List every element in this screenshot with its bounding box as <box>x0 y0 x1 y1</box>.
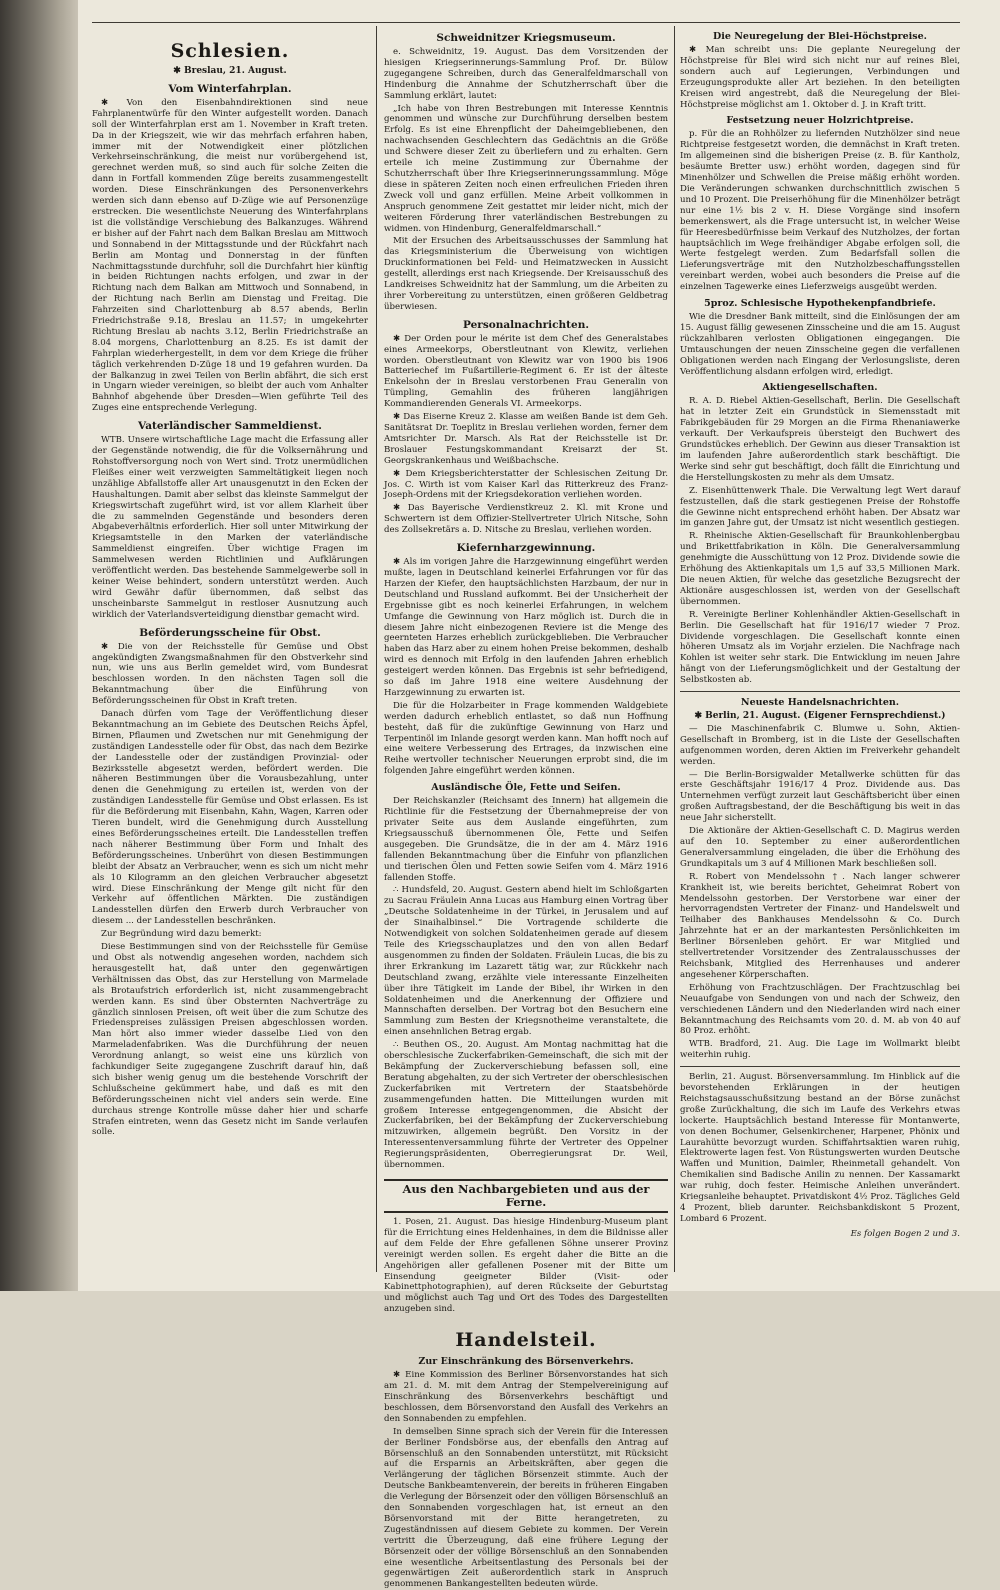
article-paragraph: WTB. Bradford, 21. Aug. Die Lage im Wollmarkt bleibt weiterhin ruhig. <box>680 1039 960 1061</box>
continuation-note: Es folgen Bogen 2 und 3. <box>850 1228 960 1239</box>
article-paragraph: 1. Posen, 21. August. Das hiesige Hindenburg-Museum plant für die Errichtung eines Heldenhaines, in dem die Bildnisse aller auf dem Felde der Ehre gefallenen Söhne unserer Provinz vereinigt werden sollen. Es ergeht daher die Bitte an die Angehörigen aller gefallenen Posener mit der Bitte um Einsendung geeigneter Bilder (Visit- oder Kabinettphotographien), auf deren Rückseite der Geburtstag und möglichst auch Tag und Ort des Todes des Dargestellten anzugeben sind. <box>384 1217 668 1315</box>
top-rule <box>92 22 960 23</box>
article-paragraph: ✱ Als im vorigen Jahre die Harzgewinnung eingeführt werden mußte, lagen in Deutschland keinerlei Erfahrungen vor für das Harzen der Kiefer, den hauptsächlichsten Harzbaum, der nur in Deutschland und Russland aufkommt. Bei der Unsicherheit der Ergebnisse gibt es noch keinerlei Erfahrungen, in welchem Umfange die Gewinnung von Harz möglich ist. Durch die in diesem Jahre nicht einbezogenen Reviere ist die Menge des geernteten Harzes erheblich zurückgeblieben. Die Verbraucher haben das Harz aber zu einem hohen Preise bekommen, deshalb wird es dennoch mit Erfolg in den laufenden Jahren erheblich gesteigert werden können. Das Ergebnis ist sehr befriedigend, so daß im Jahre 1918 eine weitere Ausdehnung der Harzgewinnung zu erwarten ist. <box>384 557 668 698</box>
article-title: Ausländische Öle, Fette und Seifen. <box>431 782 621 794</box>
article-paragraph: Zur Begründung wird dazu bemerkt: <box>101 929 262 940</box>
article-paragraph: ✱ Man schreibt uns: Die geplante Neuregelung der Höchstpreise für Blei wird sich nicht nur auf reines Blei, sondern auch auf Legierungen, Verbindungen und Erzeugungsprodukte aller Art beziehen. In den beteiligten Kreisen wird angestrebt, daß die Neuregelung der Blei-Höchstpreise möglichst am 1. Oktober d. J. in Kraft tritt. <box>680 45 960 110</box>
dateline: ✱ Berlin, 21. August. (Eigener Fernsprechdienst.) <box>694 711 946 722</box>
article-title: Personalnachrichten. <box>463 318 589 331</box>
article-title: Vaterländischer Sammeldienst. <box>138 420 322 433</box>
column-1 <box>92 26 368 1272</box>
article-title: Die Neuregelung der Blei-Höchstpreise. <box>713 31 927 42</box>
article-paragraph: Der Reichskanzler (Reichsamt des Innern) hat allgemein die Richtlinie für die Festsetzung der Übernahmepreise der von privater Seite aus dem Auslande eingeführten, zum Kriegsausschuß übernommenen Öle, Fette und Seifen ausgegeben. Die Grundsätze, die in der am 4. März 1916 fallenden Bekanntmachung über die Einfuhr von pflanzlichen und tierischen Ölen und Fetten sowie Seifen vom 4. März 1916 fallenden Stoffe. <box>384 796 668 883</box>
article-title: Schweidnitzer Kriegsmuseum. <box>436 32 616 44</box>
article-paragraph: ✱ Das Eiserne Kreuz 2. Klasse am weißen Bande ist dem Geh. Sanitätsrat Dr. Toeplitz in Breslau verliehen worden, ferner dem Amtsrichter Dr. Marsch. Als Rat der Reichsstelle ist Dr. Broslauer Festungskommandant Kreisarzt der St. Georgskrankenhaus und Weißbachsche. <box>384 412 668 466</box>
dateline: ✱ Breslau, 21. August. <box>173 66 287 76</box>
section-header-nachbargebiete: Aus den Nachbargebieten und aus der Ferne. <box>384 1179 668 1213</box>
article-title: Kiefernharzgewinnung. <box>456 542 596 555</box>
article-paragraph: — Die Berlin-Borsigwalder Metallwerke schütten für das erste Geschäftsjahr 1916/17 4 Proz. Dividende aus. Das Unternehmen verfügt zurzeit laut Geschäftsbericht über einen großen Auftragsbestand, der die Beschäftigung bis weit in das neue Jahr sicherstellt. <box>680 769 960 824</box>
article-paragraph: Die für die Holzarbeiter in Frage kommenden Waldgebiete werden dadurch erheblich entlastet, so daß nun Hoffnung besteht, daß für die zukünftige Gewinnung von Harz und Terpentinöl im Inlande gesorgt werden kann. Man hofft noch auf eine weitere Verbesserung des Ertrages, da inzwischen eine Reihe wertvoller technischer Neuerungen erprobt sind, die im folgenden Jahre eingeführt werden können. <box>384 700 668 777</box>
article-paragraph: R. Robert von Mendelssohn †. Nach langer schwerer Krankheit ist, wie bereits berichtet, Geheimrat Robert von Mendelssohn gestorben. Der Verstorbene war einer der hervorragendsten Vertreter der Finanz- und Handelswelt und Teilhaber des Bankhauses Mendelssohn & Co. Durch Jahrzehnte hat er an der markantesten Persönlichkeiten im Berliner Börsenleben gehört. Er war Mitglied und stellvertretender Vorsitzender des Zentralausschusses der Reichsbank, Mitglied des Herrenhauses und anderer angesehener Körperschaften. <box>680 871 960 980</box>
article-paragraph: R. Rheinische Aktien-Gesellschaft für Braunkohlenbergbau und Brikettfabrikation in Köln. Die Generalversammlung genehmigte die Ausschüttung von 12 Proz. Dividende sowie die Erhöhung des Aktienkapitals um 1,5 auf 33,5 Millionen Mark. Die neuen Aktien, für welche das gesetzliche Bezugsrecht der Aktionäre ausgeschlossen ist, werden von der Gesellschaft übernommen. <box>680 531 960 607</box>
article-paragraph: Berlin, 21. August. Börsenversammlung. Im Hinblick auf die bevorstehenden Erklärungen in der heutigen Reichstagsausschußsitzung bestand an der Börse zunächst große Zurückhaltung, die sich im Laufe des Verkehrs etwas lockerte. Hauptsächlich bestand Interesse für Montanwerte, von denen Bochumer, Gelsenkirchener, Harpener, Phönix und Laurahütte bevorzugt wurden. Schiffahrtsaktien waren ruhig, Elektrowerte lagen fest. Von Rüstungswerten wurden Deutsche Waffen und Munition, Daimler, Rheinmetall gehandelt. Von Chemikalien sind Badische Anilin zu nennen. Der Kassamarkt war ruhig, doch fester. Heimische Anleihen unverändert. Kriegsanleihe behauptet. Privatdiskont 4½ Proz. Tägliches Geld 4 Prozent, blieb darunter. Reichsbankdiskont 5 Prozent, Lombard 6 Prozent. <box>680 1072 960 1224</box>
article-title: Beförderungsscheine für Obst. <box>139 626 321 639</box>
article-paragraph: — Die Maschinenfabrik C. Blumwe u. Sohn, Aktien-Gesellschaft in Bromberg, ist in die Liste der Gesellschaften aufgenommen worden, deren Aktien im Freiverkehr gehandelt werden. <box>680 723 960 767</box>
section-subheader: Aktiengesellschaften. <box>762 382 878 394</box>
article-paragraph: Die Aktionäre der Aktien-Gesellschaft C. D. Magirus werden auf den 10. September zu einer außerordentlichen Generalversammlung eingeladen, die über die Erhöhung des Grundkapitals um 3 auf 4 Millionen Mark beschließen soll. <box>680 826 960 869</box>
article-paragraph: Wie die Dresdner Bank mitteilt, sind die Einlösungen der am 15. August fällig gewesenen Zinsscheine und die am 15. August rückzahlbaren verlosten Obligationen eingegangen. Die Umtauschungen der neuen Zinsscheine gegen die verfallenen Obligationen werden nach Eingang der Verlosungsliste, deren Veröffentlichung alsdann erfolgen wird, erledigt. <box>680 312 960 377</box>
article-paragraph: Z. Eisenhüttenwerk Thale. Die Verwaltung legt Wert darauf festzustellen, daß die stark gestiegenen Preise der Rohstoffe die Gewinne nicht entsprechend erhöht haben. Der Absatz war im ganzen Jahre gut, der Umsatz ist nicht wesentlich gestiegen. <box>680 485 960 529</box>
column-rule-1 <box>376 26 377 1272</box>
article-paragraph: ✱ Der Orden pour le mérite ist dem Chef des Generalstabes eines Armeekorps, Oberstleutnant von Klewitz, verliehen worden. Oberstleutnant von Klewitz war von 1900 bis 1906 Batteriechef im Fußartillerie-Regiment 6. Er ist der älteste Enkelsohn der in Breslau verstorbenen Frau Generalin von Tümpling, Gemahlin des früheren langjährigen Kommandierenden Generals VI. Armeekorps. <box>384 333 668 410</box>
article-paragraph: Danach dürfen vom Tage der Veröffentlichung dieser Bekanntmachung an im Gebiete des Deutschen Reichs Äpfel, Birnen, Pflaumen und Zwetschen nur mit Genehmigung der zuständigen Landesstelle oder für Obst, das nach dem Bezirke der Landesstelle oder der zuständigen Provinzial- oder Bezirksstelle abgesetzt werden, befördert werden. Die näheren Bestimmungen über die Vorausbezahlung, unter denen die Genehmigung zu erteilen ist, werden von der zuständigen Landesstelle für Gemüse und Obst erlassen. Es ist für die Beförderung mit Eisenbahn, Kahn, Wagen, Karren oder Tieren bundelt, wird die Genehmigung durch Ausstellung eines Beförderungsscheines erteilt. Die Landesstellen treffen nach näherer Bestimmung über Form und Inhalt des Beförderungsscheines. Unberührt von diesen Bestimmungen bleibt der Absatz an Verbraucher, wenn es sich um nicht mehr als 10 Kilogramm an den gleichen Verbraucher abgesetzt wird. Diese Einschränkung der Menge gilt nicht für den Verkehr auf öffentlichen Märkten. Die zuständigen Landesstellen dürfen den Erwerb durch Verbraucher von diesem ... der Landesstellen beschränken. <box>92 709 368 927</box>
article-paragraph: ✱ Von den Eisenbahndirektionen sind neue Fahrplanentwürfe für den Winter aufgestellt worden. Danach soll der Winterfahrplan erst am 1. November in Kraft treten. Da in der Kriegszeit, wie wir das mehrfach erfahren haben, immer mit der Notwendigkeit einer plötzlichen Verkehrseinschränkung, die meist nur vorübergehend ist, gerechnet werden muß, so sind auch für solche Zeiten die dann in Fortfall kommenden Züge bereits zusammengestellt worden. Diese Einschränkungen des Personenverkehrs werden sich dann ebenso auf D-Züge wie auf Personenzüge erstrecken. Die wesentlichste Neuerung des Winterfahrplans ist die vollständige Verschiebung des Balkanzuges. Während er bisher auf der Fahrt nach dem Balkan Breslau am Mittwoch und Sonnabend in der Mittagsstunde und der Rückfahrt nach Berlin am Montag und Donnerstag in der fünften Nachmittagsstunde durchfuhr, soll die Durchfahrt hier künftig in beiden Richtungen nachts erfolgen, und zwar in der Richtung nach dem Balkan am Mittwoch und Sonnabend, in der Richtung nach Berlin am Dienstag und Freitag. Die Fahrzeiten sind Charlottenburg ab 8.57 abends, Berlin Friedrichstraße 9.18, Breslau an 11.57; in umgekehrter Richtung Breslau ab nachts 3.12, Berlin Friedrichstraße an 8.04 morgens, Charlottenburg an 8.25. Es ist damit der Fahrplan wiederhergestellt, in dem vor dem Kriege die früher täglich verkehrenden D-Züge 18 und 19 gefahren wurden. Da der Balkanzug in zwei Teilen von Berlin abfährt, die sich erst in Ungarn wieder vereinigen, so bleibt der auch vom Anhalter Bahnhof abgehende über Dresden—Wien geführte Teil des Zuges eine entsprechende Verlegung. <box>92 97 368 414</box>
article-paragraph: Diese Bestimmungen sind von der Reichsstelle für Gemüse und Obst als notwendig angesehen worden, nachdem sich herausgestellt hat, daß unter den gegenwärtigen Verhältnissen das Obst, das zur Herstellung von Marmelade als Brotaufstrich erforderlich ist, nicht zusammengebracht werden kann. Es sind über Obsternten Nachverträge zu gänzlich sinnlosen Preisen, oft weit über die zum Schutze des Friedenspreises zulässigen Preisen abgeschlossen worden. Man hört also immer wieder dasselbe Lied von den Marmeladenfabriken. Was die Durchführung der neuen Verordnung anlangt, so weist eine uns kürzlich von fachkundiger Seite zugegangene Zuschrift darauf hin, daß sich bisher wenig genug um die bestehende Vorschrift der Schlußscheine gekümmert habe, und daß es mit den Beförderungsscheinen nicht viel anders sein werde. Eine durchaus strenge Kontrolle müsse daher hier und scharfe Strafen eintreten, wenn das Gesetz nicht im Sande verlaufen solle. <box>92 942 368 1138</box>
article-paragraph: Erhöhung von Frachtzuschlägen. Der Frachtzuschlag bei Neuaufgabe von Sendungen von und nach der Schweiz, den verschiedenen Ländern und den Niederlanden wird nach einer Bekanntmachung des Reichsamts vom 20. d. M. ab von 40 auf 80 Proz. erhöht. <box>680 982 960 1037</box>
article-paragraph: WTB. Unsere wirtschaftliche Lage macht die Erfassung aller der Gegenstände notwendig, die für die Volksernährung und Rohstoffversorgung noch von Wert sind. Trotz unermüdlichen Fleißes einer weit verzweigten Sammeltätigkeit liegen noch unzählige Abfallstoffe aller Art unausgenutzt in den Ecken der Haushaltungen. Damit aber selbst das kleinste Sammelgut der Kriegswirtschaft zugeführt wird, ist vor allem Klarheit über die zu sammelnden Gegenstände und besonders deren Abgabeverhältnis erforderlich. Hier soll unter Mitwirkung der Kriegsamtstelle in den Marken der vaterländische Sammeldienst eingreifen. Über wichtige Fragen im Sammelwesen werden Richtlinien und Aufklärungen veröffentlicht werden. Das bestehende Sammelgewerbe soll in keiner Weise behindert, sondern unterstützt werden. Auch wird Gewähr dafür übernommen, daß selbst das unscheinbarste Sammelgut in restloser Ausnutzung auch wirklich der Vaterlandsverteidigung dienstbar gemacht wird. <box>92 435 368 620</box>
article-paragraph: Mit der Ersuchen des Arbeitsausschusses der Sammlung hat das Kriegsministerium die Überweisung von wichtigen Druckinformationen bei Feld- und Heimatzwecken in Aussicht gestellt, allerdings erst nach Kriegsende. Der Kreisausschuß des Landkreises Schweidnitz hat der Sammlung, um die Arbeiten zu ihrer Vorbereitung zu unterstützen, einen größeren Geldbetrag überwiesen. <box>384 236 668 312</box>
column-2 <box>384 26 668 1590</box>
article-paragraph: ✱ Das Bayerische Verdienstkreuz 2. Kl. mit Krone und Schwertern ist dem Offizier-Stellvertreter Ulrich Nitsche, Sohn des Zollsekretärs a. D. Nitsche zu Breslau, verliehen worden. <box>384 503 668 536</box>
column-3 <box>680 26 960 1272</box>
article-paragraph: ✱ Dem Kriegsberichterstatter der Schlesischen Zeitung Dr. Jos. C. Wirth ist vom Kaiser Karl das Ritterkreuz des Franz-Joseph-Ordens mit der Kriegsdekoration verliehen worden. <box>384 468 668 501</box>
article-paragraph: ✱ Die von der Reichsstelle für Gemüse und Obst angekündigten Zwangsmaßnahmen für den Obstverkehr sind nun, wie uns aus Berlin gemeldet wird, vom Bundesrat beschlossen worden. In den nächsten Tagen soll die Bekanntmachung über die Einführung von Beförderungsscheinen für Obst in Kraft treten. <box>92 641 368 707</box>
article-paragraph: ✱ Eine Kommission des Berliner Börsenvorstandes hat sich am 21. d. M. mit dem Antrag der Stempelvereinigung auf Einschränkung des Börsenverkehrs beschäftigt und beschlossen, dem Börsenvorstand den Ausfall des Verkehrs an den Sonnabenden zu empfehlen. <box>384 1370 668 1424</box>
divider <box>680 691 960 692</box>
article-title: Festsetzung neuer Holzrichtpreise. <box>726 115 914 127</box>
book-binding-edge <box>0 0 78 1291</box>
article-paragraph: „Ich habe von Ihren Bestrebungen mit Interesse Kenntnis genommen und wünsche zur Durchführung derselben bestem Erfolg. Es ist eine Ehrenpflicht der Daheimgebliebenen, den nachwachsenden Geschlechtern das Gedächtnis an die Größe und Schwere dieser Zeit zu überliefern und zu erhalten. Gern erteile ich meine Zustimmung zur Übernahme der Schutzherrschaft über Ihre Kriegserinnerungssammlung. Möge diese in späteren Zeiten noch einen erfreulichen Frieden ihren Zweck voll und ganz erfüllen. Meine Arbeit vollkommen in Anspruch genommene Zeit gestattet mir leider nicht, mich der weiteren Förderung Ihrer vaterländischen Bestrebungen zu widmen. von Hindenburg, Generalfeldmarschall.“ <box>384 103 668 234</box>
article-paragraph: ∴ Hundsfeld, 20. August. Gestern abend hielt im Schloßgarten zu Sacrau Fräulein Anna Lucas aus Hamburg einen Vortrag über „Deutsche Soldatenheime in der Türkei, in Jerusalem und auf der Sinaihalbinsel.“ Die Vortragende schilderte die Notwendigkeit von solchen Soldatenheimen gerade auf diesem Teile des Kriegsschauplatzes und den von allen Bedarf ausgenommen zu finden der Soldaten. Fräulein Lucas, die bis zu ihrer Erkrankung im Lazarett tätig war, zur Rückkehr nach Deutschland zwang, erzählte viele interessante Einzelheiten über ihre Tätigkeit im Lande der Bibel, ihr Wirken in den Soldatenheimen und die Anerkennung der Offiziere und Mannschaften derselben. Der Vortrag bot den Besuchern eine Sammlung zum Besten der Kriegsnotheime veranstaltete, die einen ansehnlichen Betrag ergab. <box>384 885 668 1038</box>
article-paragraph: In demselben Sinne sprach sich der Verein für die Interessen der Berliner Fondsbörse aus, der ebenfalls den Antrag auf Börsenschluß an den Sonnabenden unterstützt, mit Rücksicht auf die Ersparnis an Arbeitskräften, aber gegen die Verlängerung der täglichen Börsenzeit stimmte. Auch der Deutsche Bankbeamtenverein, der bereits in früheren Eingaben die Verlegung der Börsenzeit oder den völligen Börsenschluß an den Sonnabenden vorgeschlagen hat, ist erneut an den Börsenvorstand mit der Bitte herangetreten, zu Zugeständnissen auf diesem Gebiete zu kommen. Der Verein vertritt die Überzeugung, daß eine frühere Legung der Börsenzeit oder der völlige Börsenschluß an den Sonnabenden eine wesentliche Arbeitsentlastung des Personals bei der gegenwärtigen Zeit außerordentlich stark in Anspruch genommenen Bankangestellten bedeuten würde. <box>384 1426 668 1590</box>
section-subheader: Neueste Handelsnachrichten. <box>740 697 900 709</box>
divider <box>680 1066 960 1067</box>
article-paragraph: p. Für die an Rohhölzer zu liefernden Nutzhölzer sind neue Richtpreise festgesetzt worden, die demnächst in Kraft treten. Im allgemeinen sind die bisherigen Preise (z. B. für Kantholz, besäumte Bretter usw.) erhöht worden, dagegen sind für Minenhölzer und Schwellen die Preise mäßig erhöht worden. Die Veränderungen schwanken durchschnittlich zwischen 5 und 10 Prozent. Die Preiserhöhung für die Minenhölzer beträgt nur eine 1½ bis 2 v. H. Diese Vorgänge sind insofern bemerkenswert, als die Frage untersucht ist, in welcher Weise für Heeresbedürfnisse beim Verkauf des Nutzholzes, der fortan hauptsächlich im Wege freihändiger Abgabe erfolgen soll, die Werte festgelegt werden. Zum Bedarfsfall sollen die Lieferungsverträge mit den Nutzholzbeschaffungsstellen vereinbart werden, wobei auch besonders die Preise auf die einzelnen Tagewerke eines Lieferzweigs ausgeübt werden. <box>680 129 960 293</box>
section-title-handelsteil: Handelsteil. <box>455 1329 597 1352</box>
column-rule-2 <box>674 26 675 1272</box>
section-title-schlesien: Schlesien. <box>170 40 290 62</box>
article-paragraph: R. A. D. Riebel Aktien-Gesellschaft, Berlin. Die Gesellschaft hat in letzter Zeit ein Grundstück in Siemensstadt mit Fabrikgebäuden für 29 Morgen an die Firma Rhenaniawerke verkauft. Der Verkaufspreis übersteigt den Buchwert des Grundstückes erheblich. Der Gewinn aus dieser Transaktion ist im laufenden Jahre außerordentlich stark beschäftigt. Die Werke sind sehr gut beschäftigt, doch fällt die Einrichtung und die Herstellungskosten zu mehr als dem Umsatz. <box>680 396 960 483</box>
article-paragraph: e. Schweidnitz, 19. August. Das dem Vorsitzenden der hiesigen Kriegserinnerungs-Sammlung Prof. Dr. Bülow zugegangene Schreiben, durch das Generalfeldmarschall von Hindenburg die Annahme der Schutzherrschaft über die Sammlung erklärt, lautet: <box>384 47 668 101</box>
article-paragraph: ∴ Beuthen OS., 20. August. Am Montag nachmittag hat die oberschlesische Zuckerfabriken-Gemeinschaft, die sich mit der Bekämpfung der Zuckerverschiebung befassen soll, eine Beratung abgehalten, zu der sich Vertreter der oberschlesischen Zuckerfabriken mit Vertretern der Staatsbehörde zusammengefunden hatten. Die Mitteilungen wurden mit großem Interesse entgegengenommen, die Absicht der Zuckerfabriken, bei der Bekämpfung der Zuckerverschiebung mitzuwirken, allgemein begrüßt. Den Vorsitz in der Interessentenversammlung führte der Vertreter des Oppelner Regierungspräsidenten, Oberregierungsrat Dr. Weil, übernommen. <box>384 1040 668 1171</box>
article-title: Vom Winterfahrplan. <box>168 82 292 95</box>
article-paragraph: R. Vereinigte Berliner Kohlenhändler Aktien-Gesellschaft in Berlin. Die Gesellschaft hat für 1916/17 wieder 7 Proz. Dividende vorgeschlagen. Die Gesellschaft konnte einen höheren Umsatz als im Vorjahr erzielen. Die Nachfrage nach Kohlen ist weiter sehr stark. Die Entwicklung im neuen Jahre hängt von der Lieferungsmöglichkeit und der Gestaltung der Selbstkosten ab. <box>680 609 960 686</box>
article-title: 5proz. Schlesische Hypothekenpfandbriefe. <box>704 298 936 310</box>
article-title: Zur Einschränkung des Börsenverkehrs. <box>418 1356 634 1368</box>
